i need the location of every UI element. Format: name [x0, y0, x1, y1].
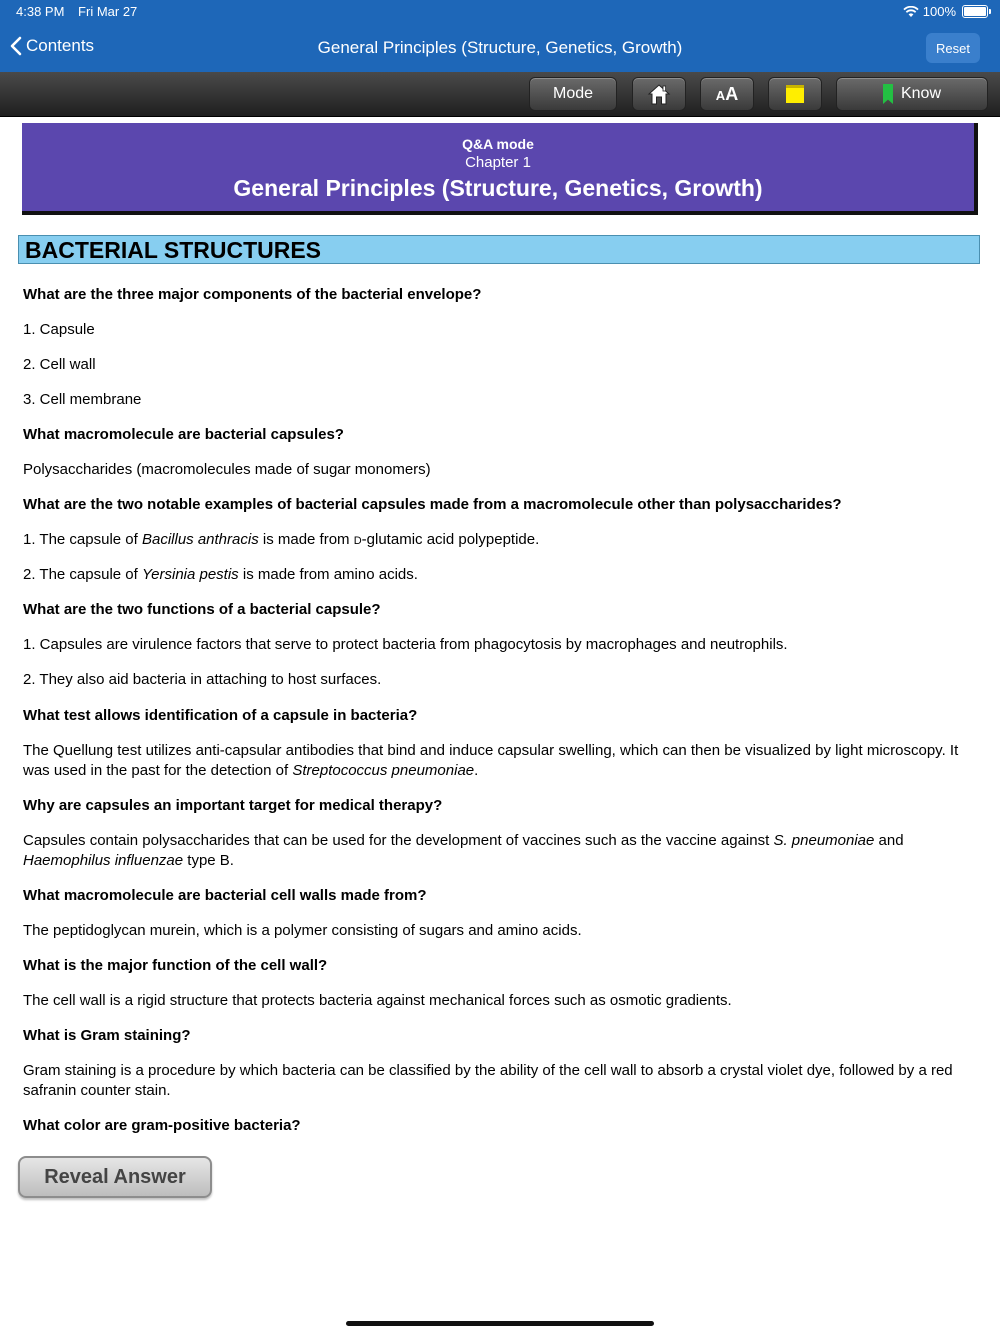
wifi-icon	[903, 6, 919, 18]
answer-text: is made from amino acids.	[238, 566, 418, 583]
question: What is the major function of the cell wall?	[23, 957, 328, 974]
answer-text: type B.	[183, 852, 234, 869]
species-name: Yersinia pestis	[141, 566, 239, 583]
home-icon	[647, 83, 671, 105]
home-button[interactable]	[632, 77, 686, 111]
note-icon	[786, 85, 804, 103]
species-name: Bacillus anthracis	[141, 531, 259, 548]
species-name: Haemophilus influenzae	[23, 852, 184, 869]
answer-line: 1. Capsules are virulence factors that serve to protect bacteria from phagocytosis by macrophages and neutrophils.	[23, 636, 788, 653]
answer-text: -glutamic acid polypeptide.	[361, 531, 540, 548]
question: What are the three major components of the bacterial envelope?	[23, 286, 482, 303]
question: What is Gram staining?	[23, 1027, 191, 1044]
reset-button[interactable]: Reset	[926, 33, 980, 63]
battery-percent: 100%	[922, 4, 956, 19]
answer-line: 3. Cell membrane	[23, 391, 142, 408]
answer-line	[23, 831, 973, 871]
home-indicator	[346, 1321, 654, 1326]
answer-line: Polysaccharides (macromolecules made of sugar monomers)	[23, 461, 431, 478]
status-bar-left	[16, 4, 147, 19]
answer-line	[23, 530, 973, 551]
status-date: Fri Mar 27	[78, 4, 138, 19]
battery-icon	[962, 5, 988, 18]
answer-text: .	[474, 762, 479, 779]
chapter-banner	[22, 123, 978, 215]
question: What are the two functions of a bacterial capsule?	[23, 601, 381, 618]
status-bar-right	[903, 4, 988, 19]
question: What macromolecule are bacterial cell walls made from?	[23, 887, 427, 904]
bookmark-icon	[883, 84, 893, 104]
answer-text: 1. The capsule of	[23, 531, 142, 548]
species-name: S. pneumoniae	[773, 832, 875, 849]
mode-button[interactable]: Mode	[529, 77, 617, 111]
answer-text: The Quellung test utilizes anti-capsular antibodies that bind and induce capsular swelling, which can then be visualized by light microscopy. It was used in the past for the detection of	[23, 742, 959, 779]
answer-text: is made from	[258, 531, 354, 548]
nav-title: General Principles (Structure, Genetics, Growth)	[317, 38, 683, 57]
know-label: Know	[900, 85, 942, 102]
font-big-glyph: A	[725, 83, 739, 104]
question: What are the two notable examples of bacterial capsules made from a macromolecule other than polysaccharides?	[23, 496, 842, 513]
banner-title: General Principles (Structure, Genetics, Growth)	[233, 175, 763, 201]
answer-line	[23, 565, 973, 585]
answer-text: 2. The capsule of	[23, 566, 142, 583]
toolbar	[0, 72, 1000, 117]
answer-line: 2. Cell wall	[23, 356, 96, 373]
question: What color are gram-positive bacteria?	[23, 1117, 301, 1134]
back-label: Contents	[26, 36, 95, 55]
answer-line: The cell wall is a rigid structure that protects bacteria against mechanical forces such as osmotic gradients.	[23, 992, 732, 1009]
reveal-answer-button[interactable]: Reveal Answer	[18, 1156, 212, 1198]
answer-line	[23, 741, 973, 781]
answer-line: 1. Capsule	[23, 321, 95, 338]
note-button[interactable]	[768, 77, 822, 111]
font-size-button[interactable]	[700, 77, 754, 111]
banner-mode: Q&A mode	[462, 136, 534, 152]
species-name: Streptococcus pneumoniae	[292, 762, 475, 779]
answer-line: 2. They also aid bacteria in attaching to host surfaces.	[23, 671, 382, 688]
question: What macromolecule are bacterial capsules?	[23, 426, 344, 443]
answer-text: and	[874, 832, 904, 849]
section-header: BACTERIAL STRUCTURES	[18, 235, 980, 264]
question: Why are capsules an important target for medical therapy?	[23, 797, 443, 814]
small-caps-text: D	[353, 535, 362, 547]
banner-chapter: Chapter 1	[465, 154, 531, 171]
answer-text: Capsules contain polysaccharides that can be used for the development of vaccines such as the vaccine against	[23, 832, 774, 849]
answer-line: The peptidoglycan murein, which is a polymer consisting of sugars and amino acids.	[23, 922, 582, 939]
know-button[interactable]	[836, 77, 988, 111]
status-time: 4:38 PM	[16, 4, 65, 19]
font-small-glyph: A	[715, 87, 726, 103]
font-size-icon	[716, 84, 738, 105]
question: What test allows identification of a capsule in bacteria?	[23, 707, 418, 724]
navigation-bar	[0, 0, 1000, 72]
answer-line: Gram staining is a procedure by which bacteria can be classified by the ability of the cell wall to absorb a crystal violet dye, followed by a red safranin counter stain.	[23, 1062, 953, 1099]
